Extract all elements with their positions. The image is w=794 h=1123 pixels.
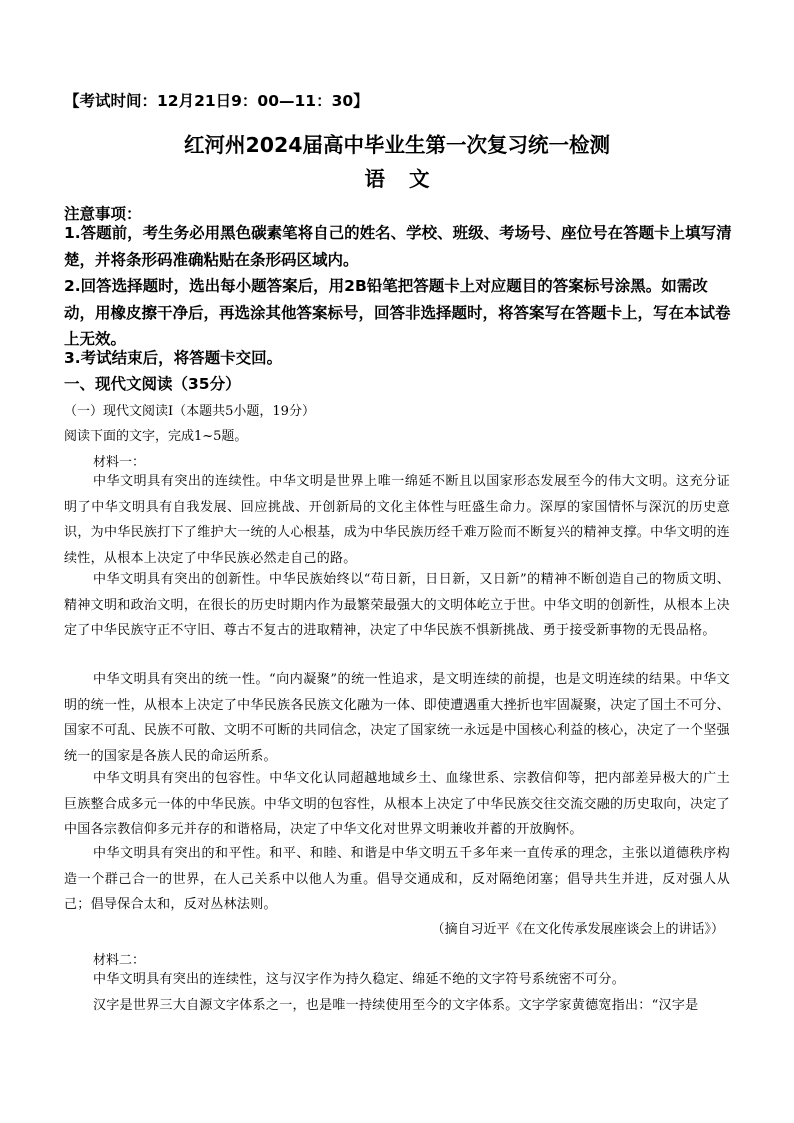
notice-heading: 注意事项：: [64, 205, 142, 223]
subject-title: 语文: [364, 167, 454, 191]
paragraph: 中华文明具有突出的创新性。中华民族始终以“苟日新，日日新，又日新”的精神不断创造自己的物质文明、精神文明和政治文明，在很长的历史时期内作为最繁荣最强大的文明体屹立于世。中华文明的创新性，从根本上决定了中华民族守正不守旧、尊古不复古的进取精神，决定了中华民族不惧新挑战、勇于接受新事物的无畏品格。: [64, 572, 730, 639]
subsection-heading: （一）现代文阅读Ⅰ（本题共5小题，19分）: [64, 404, 315, 419]
notice-item-1: 1.答题前，考生务必用黑色碳素笔将自己的姓名、学校、班级、考场号、座位号在答题卡上填写清楚，并将条形码准确粘贴在条形码区域内。: [64, 224, 732, 269]
section-heading: 一、现代文阅读（35分）: [64, 375, 241, 393]
paragraph: 中华文明具有突出的连续性。中华文明是世界上唯一绵延不断且以国家形态发展至今的伟大文明。这充分证明了中华文明具有自我发展、回应挑战、开创新局的文化主体性与旺盛生命力。深厚的家国情怀与深沉的历史意识，为中华民族打下了维护大一统的人心根基，成为中华民族历经千难万险而不断复兴的精神支撑。中华文明的连续性，从根本上决定了中华民族必然走自己的路。: [64, 474, 730, 566]
material-label: 材料一：: [93, 455, 146, 470]
notice-item-2: 2.回答选择题时，选出每小题答案后，用2B铅笔把答题卡上对应题目的答案标号涂黑。如需改动，用橡皮擦干净后，再选涂其他答案标号，回答非选择题时，将答案写在答题卡上，写在本试卷上无效。: [64, 277, 731, 349]
source-citation: （摘自习近平《在文化传承发展座谈会上的讲话》）: [431, 922, 724, 937]
paragraph: 中华文明具有突出的统一性。“向内凝聚”的统一性追求，是文明连续的前提，也是文明连续的结果。中华文明的统一性，从根本上决定了中华民族各民族文化融为一体、即使遭遇重大挫折也牢固凝聚，决定了国土不可分、国家不可乱、民族不可散、文明不可断的共同信念，决定了国家统一永远是中国核心利益的核心，决定了一个坚强统一的国家是各族人民的命运所系。: [64, 672, 730, 764]
notice-item-3: 3.考试结束后，将答题卡交回。: [64, 349, 283, 367]
paragraph: 中华文明具有突出的和平性。和平、和睦、和谐是中华文明五千多年来一直传承的理念，主张以道德秩序构造一个群己合一的世界，在人己关系中以他人为重。倡导交通成和，反对隔绝闭塞；倡导共生并进，反对强人从己；倡导保合太和，反对丛林法则。: [64, 846, 730, 913]
paragraph: 汉字是世界三大自源文字体系之一，也是唯一持续使用至今的文字体系。文字学家黄德宽指出：“汉字是: [93, 998, 699, 1013]
paragraph: 中华文明具有突出的连续性，这与汉字作为持久稳定、绵延不绝的文字符号系统密不可分。: [93, 972, 626, 987]
exam-time: 【考试时间：12月21日9：00—11：30】: [64, 92, 369, 110]
reading-instruction: 阅读下面的文字，完成1~5题。: [64, 429, 248, 444]
material-label: 材料二：: [93, 953, 146, 968]
exam-title: 红河州2024届高中毕业生第一次复习统一检测: [183, 133, 611, 157]
paragraph: 中华文明具有突出的包容性。中华文化认同超越地域乡土、血缘世系、宗教信仰等，把内部差异极大的广土巨族整合成多元一体的中华民族。中华文明的包容性，从根本上决定了中华民族交往交流交融的历史取向，决定了中国各宗教信仰多元并存的和谐格局，决定了中华文化对世界文明兼收并蓄的开放胸怀。: [64, 771, 730, 838]
